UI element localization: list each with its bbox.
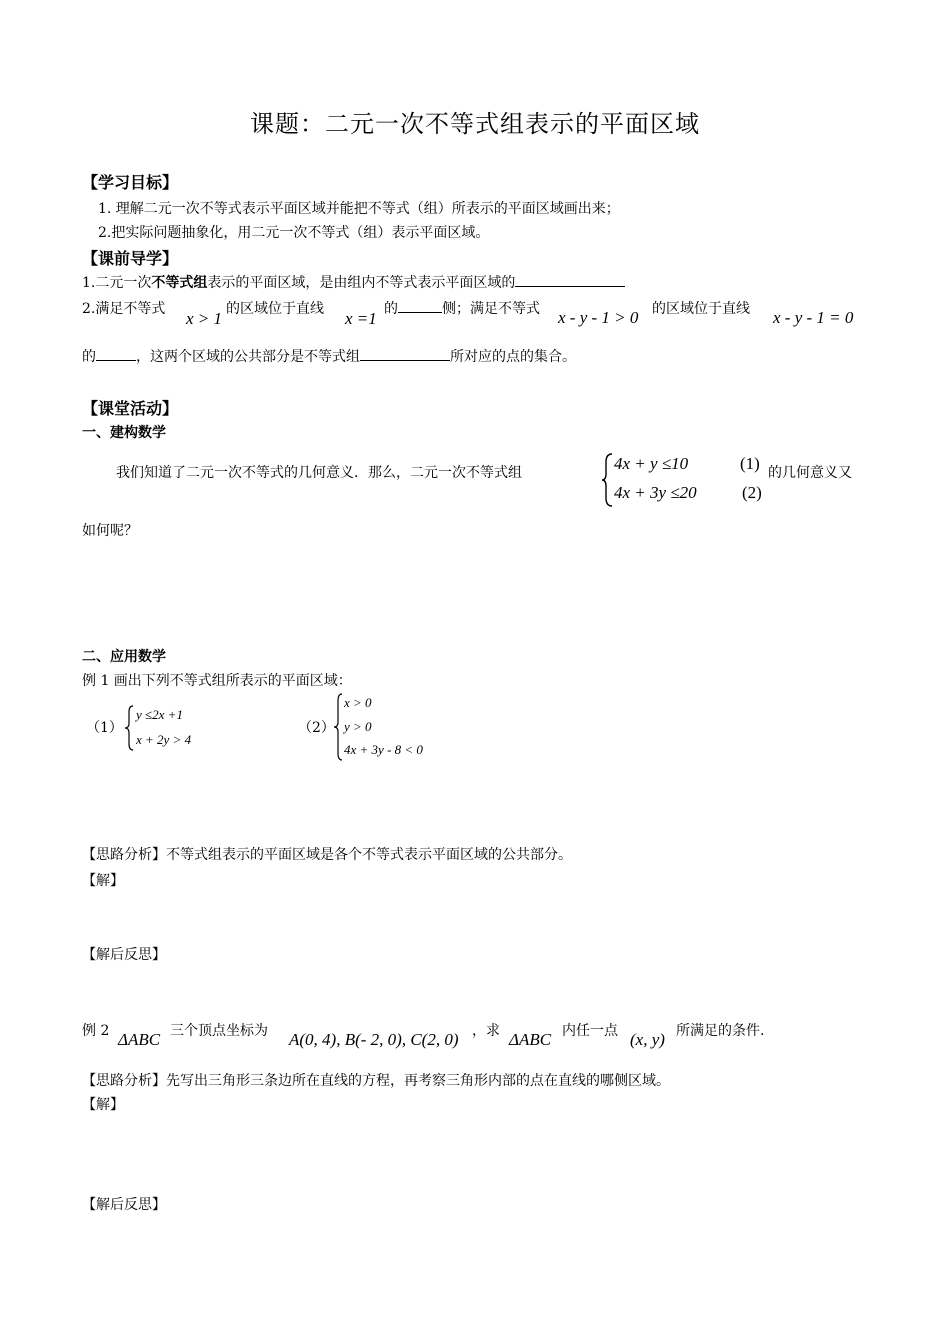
- q2-math-2: x =1: [345, 309, 377, 328]
- activity-intro-line-2: 如何呢？: [82, 523, 138, 539]
- q2-text-d: 侧；满足不等式: [442, 301, 540, 317]
- q2-text-e: 的区域位于直线: [652, 301, 750, 317]
- activity-intro-suffix: 的几何意义又: [768, 465, 852, 481]
- ex1-part1-eq-2: x + 2y > 4: [136, 732, 192, 747]
- reflection-1: 【解后反思】: [82, 947, 166, 963]
- system-eq-2: 4x + 3y ≤20: [614, 483, 697, 502]
- goal-item-1: 1. 理解二元一次不等式表示平面区域并能把不等式（组）所表示的平面区域画出来；: [98, 201, 620, 217]
- example-1: 例 1 画出下列不等式组所表示的平面区域：: [82, 673, 352, 689]
- q2-text-c: 的: [384, 301, 398, 317]
- ex1-part1-eq-1: y ≤2x +1: [136, 707, 183, 722]
- q2-math-1: x > 1: [186, 309, 223, 328]
- ex1-part1-label: （1）: [86, 720, 123, 736]
- ex1-part2-label: （2）: [298, 720, 335, 736]
- analysis-2: 【思路分析】先写出三角形三条边所在直线的方程，再考察三角形内部的点在直线的哪侧区域。: [82, 1073, 670, 1089]
- activity-heading: 【课堂活动】: [82, 399, 179, 418]
- part1-heading: 一、建构数学: [82, 425, 166, 441]
- ex2-vertices: A(0, 4), B(- 2, 0), C(2, 0): [289, 1030, 459, 1049]
- ex2-text-b: 三个顶点坐标为: [170, 1023, 268, 1039]
- q2-text-c-line: [384, 298, 540, 318]
- goal-item-2: 2.把实际问题抽象化，用二元一次不等式（组）表示平面区域。: [98, 225, 490, 241]
- ex2-label: 例 2: [82, 1023, 110, 1039]
- ex2-triangle-2: ΔABC: [509, 1030, 552, 1049]
- page-title: 课题：二元一次不等式组表示的平面区域: [250, 110, 700, 138]
- q1-suffix: 表示的平面区域，是由组内不等式表示平面区域的: [207, 275, 516, 291]
- ex2-text-d: 内任一点: [562, 1023, 618, 1039]
- analysis-1: 【思路分析】不等式组表示的平面区域是各个不等式表示平面区域的公共部分。: [82, 847, 572, 863]
- preview-question-1: [82, 272, 625, 292]
- q1-prefix: 1.二元一次: [82, 275, 152, 291]
- preview-heading: 【课前导学】: [82, 249, 179, 268]
- q2-math-3: x - y - 1 > 0: [558, 308, 639, 327]
- system-eq-2-label: (2): [742, 483, 762, 502]
- answer-blank: [398, 299, 442, 313]
- answer-blank: [360, 347, 450, 361]
- ex2-text-c: ，求: [472, 1023, 500, 1039]
- answer-blank: [96, 347, 136, 361]
- activity-intro: 我们知道了二元一次不等式的几何意义．那么，二元一次不等式组: [116, 465, 522, 481]
- ex2-point: (x, y): [630, 1030, 665, 1049]
- ex1-part1-brace-icon: [124, 704, 134, 752]
- q2-line2-a: 的: [82, 349, 96, 365]
- q1-bold-term: 不等式组: [151, 275, 208, 291]
- system-eq-1: 4x + y ≤10: [614, 454, 689, 473]
- system-brace-icon: [600, 452, 614, 508]
- q2-line2-b: ，这两个区域的公共部分是不等式组: [136, 349, 360, 365]
- q2-text-b: 的区域位于直线: [226, 301, 324, 317]
- ex2-triangle-1: ΔABC: [118, 1030, 161, 1049]
- q2-line2-c: 所对应的点的集合。: [450, 349, 576, 365]
- ex1-part2-eq-1: x > 0: [344, 695, 372, 710]
- q2-line-2: [82, 346, 576, 366]
- reflection-2: 【解后反思】: [82, 1197, 166, 1213]
- solution-2: 【解】: [82, 1097, 124, 1113]
- ex1-part2-brace-icon: [333, 692, 343, 762]
- ex2-text-e: 所满足的条件.: [676, 1023, 765, 1039]
- system-eq-1-label: (1): [740, 454, 760, 473]
- ex1-part2-eq-2: y > 0: [344, 719, 372, 734]
- part2-heading: 二、应用数学: [82, 649, 166, 665]
- goals-heading: 【学习目标】: [82, 173, 179, 192]
- solution-1: 【解】: [82, 873, 124, 889]
- q2-math-4: x - y - 1 = 0: [773, 308, 854, 327]
- answer-blank: [515, 273, 625, 287]
- q2-text-a: 2.满足不等式: [82, 301, 166, 317]
- ex1-part2-eq-3: 4x + 3y - 8 < 0: [344, 742, 423, 757]
